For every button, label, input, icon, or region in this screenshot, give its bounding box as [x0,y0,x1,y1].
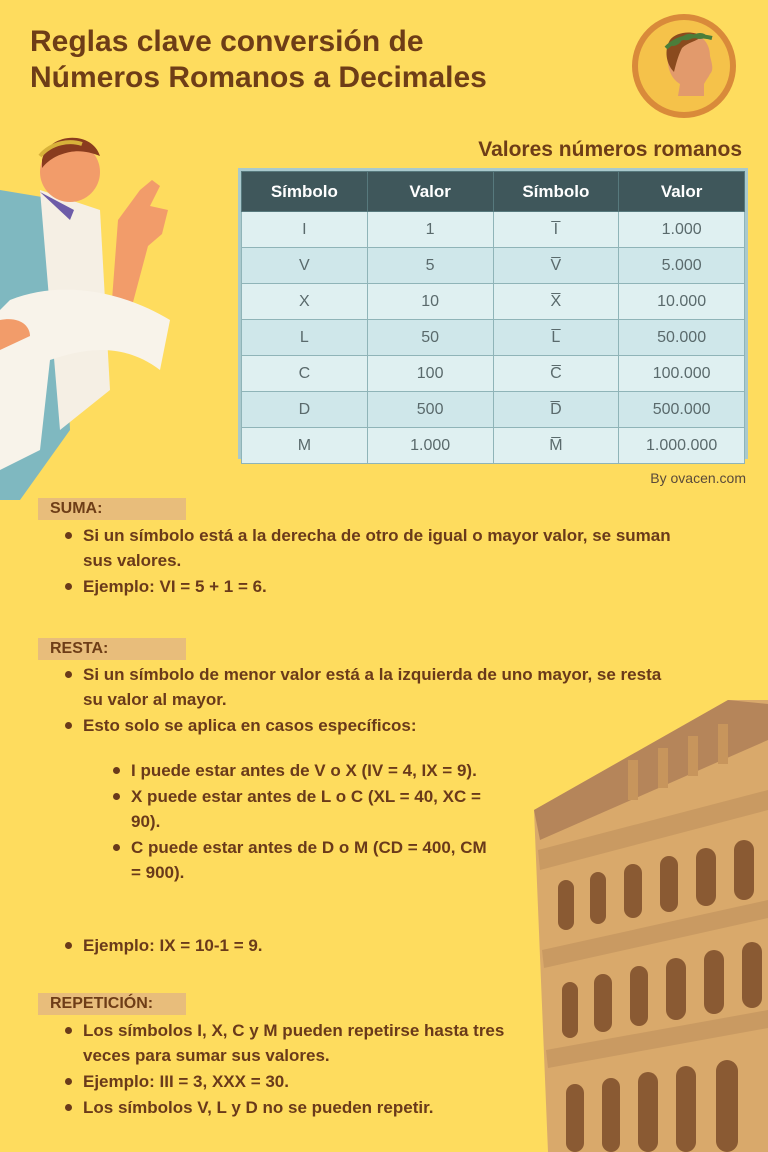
list-item: Los símbolos I, X, C y M pueden repetirse hasta tres veces para sumar sus valores. [64,1018,534,1068]
table-cell: 50 [367,320,493,356]
list-item: Si un símbolo está a la derecha de otro de igual o mayor valor, se suman sus valores. [64,523,684,573]
list-item: X puede estar antes de L o C (XL = 40, XC = 90). [112,784,492,834]
list-item: C puede estar antes de D o M (CD = 400, CM = 900). [112,835,492,885]
table-cell: V̅ [493,248,619,284]
table-cell: D [242,392,368,428]
table-cell: C [242,356,368,392]
table-row [242,392,745,428]
list-item: Esto solo se aplica en casos específicos: [64,713,684,738]
table-cell: I̅ [493,212,619,248]
header-value-2: Valor [619,172,745,212]
table-row [242,248,745,284]
list-item: Ejemplo: IX = 10-1 = 9. [64,933,524,958]
table-row [242,428,745,464]
section-label-suma: SUMA: [38,498,186,520]
table-cell: 100 [367,356,493,392]
table-cell: 500 [367,392,493,428]
table-cell: D̅ [493,392,619,428]
table-row [242,356,745,392]
resta-example-list [64,933,524,959]
table-cell: 5.000 [619,248,745,284]
table-cell: 1.000 [619,212,745,248]
section-label-repeticion: REPETICIÓN: [38,993,186,1015]
suma-list [64,523,684,600]
roman-values-table [238,168,748,459]
header-value-1: Valor [367,172,493,212]
list-item: Ejemplo: III = 3, XXX = 30. [64,1069,534,1094]
table-cell: L̅ [493,320,619,356]
table-cell: C̅ [493,356,619,392]
colosseum-illustration [528,700,768,1152]
table-cell: 1.000.000 [619,428,745,464]
table-cell: 10 [367,284,493,320]
table-cell: 10.000 [619,284,745,320]
header-symbol-2: Símbolo [493,172,619,212]
table-cell: 1.000 [367,428,493,464]
title-line-2: Números Romanos a Decimales [30,61,487,94]
roman-figure-illustration [0,130,180,510]
table-cell: 5 [367,248,493,284]
resta-sublist [112,758,492,886]
table-cell: 50.000 [619,320,745,356]
list-item: Si un símbolo de menor valor está a la izquierda de uno mayor, se resta su valor al mayor. [64,662,684,712]
table-cell: V [242,248,368,284]
title-line-1: Reglas clave conversión de [30,25,424,58]
table-cell: L [242,320,368,356]
table-cell: I [242,212,368,248]
repeticion-list [64,1018,534,1121]
table-row [242,320,745,356]
page-title [30,24,590,96]
table-caption: Valores números romanos [478,138,742,161]
list-item: Los símbolos V, L y D no se pueden repetir. [64,1095,534,1120]
table-cell: 1 [367,212,493,248]
list-item: Ejemplo: VI = 5 + 1 = 6. [64,574,684,599]
list-item: I puede estar antes de V o X (IV = 4, IX = 9). [112,758,492,783]
table-cell: M̅ [493,428,619,464]
table-cell: X [242,284,368,320]
roman-coin-icon [630,12,738,120]
section-label-resta: RESTA: [38,638,186,660]
table-cell: M [242,428,368,464]
table-cell: X̅ [493,284,619,320]
table-row [242,212,745,248]
credit-text: By ovacen.com [650,470,746,486]
table-cell: 100.000 [619,356,745,392]
table-cell: 500.000 [619,392,745,428]
header-symbol-1: Símbolo [242,172,368,212]
table-header-row [242,172,745,212]
table-row [242,284,745,320]
